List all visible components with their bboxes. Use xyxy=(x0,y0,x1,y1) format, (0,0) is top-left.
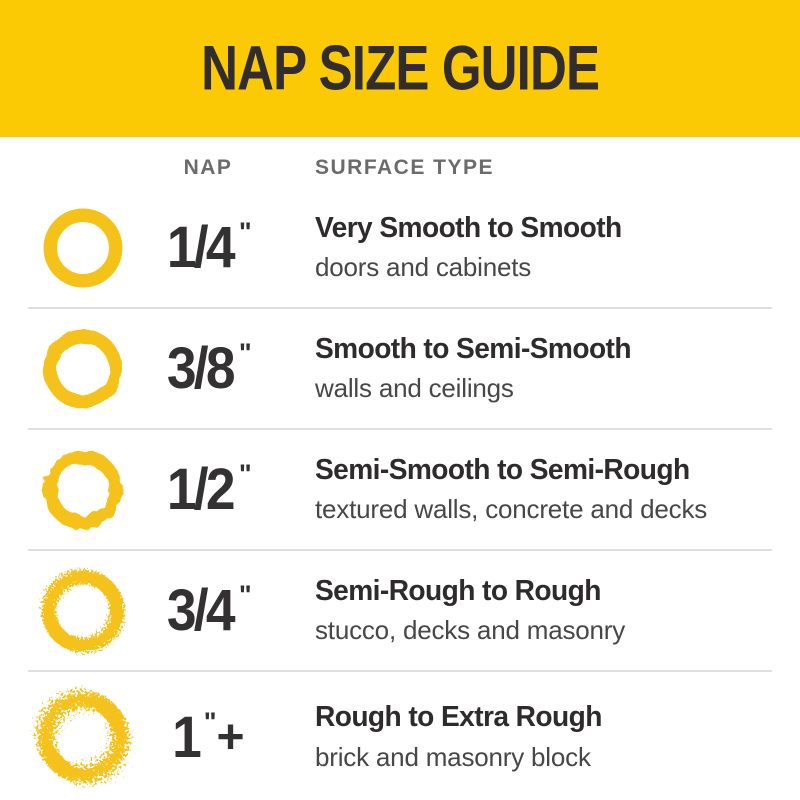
page-title: NAP SIZE GUIDE xyxy=(201,33,599,104)
header-banner xyxy=(0,0,800,137)
surface-text-cell xyxy=(278,454,772,525)
table-row-one-inch-plus xyxy=(28,672,772,800)
surface-type-title: Smooth to Semi-Smooth xyxy=(315,332,631,365)
ring-cell xyxy=(28,683,138,791)
nap-value: 1 xyxy=(172,704,200,770)
nap-value: 1/4 xyxy=(167,215,234,280)
column-header-surface-type: SURFACE TYPE xyxy=(315,155,495,179)
nap-size-label xyxy=(138,577,278,644)
table-row-half-inch xyxy=(28,430,772,551)
table-row-three-eighths-inch xyxy=(28,309,772,430)
ring-slightly-textured-icon xyxy=(35,321,131,417)
nap-size-label xyxy=(138,335,278,402)
nap-size-label xyxy=(138,704,278,771)
ring-cell xyxy=(28,321,138,417)
ring-rough-icon xyxy=(33,561,133,661)
surface-text-cell xyxy=(278,333,772,404)
inch-mark: " xyxy=(238,217,252,247)
surface-examples: doors and cabinets xyxy=(315,252,532,283)
ring-extra-rough-icon xyxy=(29,683,137,791)
table-row-three-quarters-inch xyxy=(28,551,772,672)
column-header-nap: NAP xyxy=(183,155,233,179)
inch-mark: " xyxy=(238,580,252,610)
surface-examples: walls and ceilings xyxy=(315,373,514,404)
ring-cell xyxy=(28,561,138,661)
surface-examples: stucco, decks and masonry xyxy=(315,615,626,646)
inch-mark: " xyxy=(238,459,252,489)
surface-type-title: Semi-Smooth to Semi-Rough xyxy=(315,453,690,486)
surface-examples: textured walls, concrete and decks xyxy=(315,494,708,525)
ring-cell xyxy=(28,442,138,538)
nap-size-label xyxy=(138,456,278,523)
surface-text-cell xyxy=(278,212,772,283)
ring-cell xyxy=(28,200,138,296)
guide-table xyxy=(0,137,800,800)
plus-suffix: + xyxy=(216,710,245,764)
surface-examples: brick and masonry block xyxy=(315,741,591,772)
ring-textured-icon xyxy=(35,442,131,538)
surface-text-cell xyxy=(278,575,772,646)
inch-mark: " xyxy=(203,706,217,737)
surface-type-title: Semi-Rough to Rough xyxy=(315,574,601,607)
inch-mark: " xyxy=(238,338,252,368)
surface-type-title: Very Smooth to Smooth xyxy=(315,211,622,244)
table-row-quarter-inch xyxy=(28,188,772,309)
ring-smooth-icon xyxy=(35,200,131,296)
nap-value: 3/8 xyxy=(167,336,234,401)
surface-text-cell xyxy=(278,701,772,772)
nap-size-label xyxy=(138,214,278,281)
nap-value: 1/2 xyxy=(167,457,234,522)
surface-type-title: Rough to Extra Rough xyxy=(315,701,602,734)
column-header-row xyxy=(28,137,772,188)
nap-value: 3/4 xyxy=(167,578,234,643)
